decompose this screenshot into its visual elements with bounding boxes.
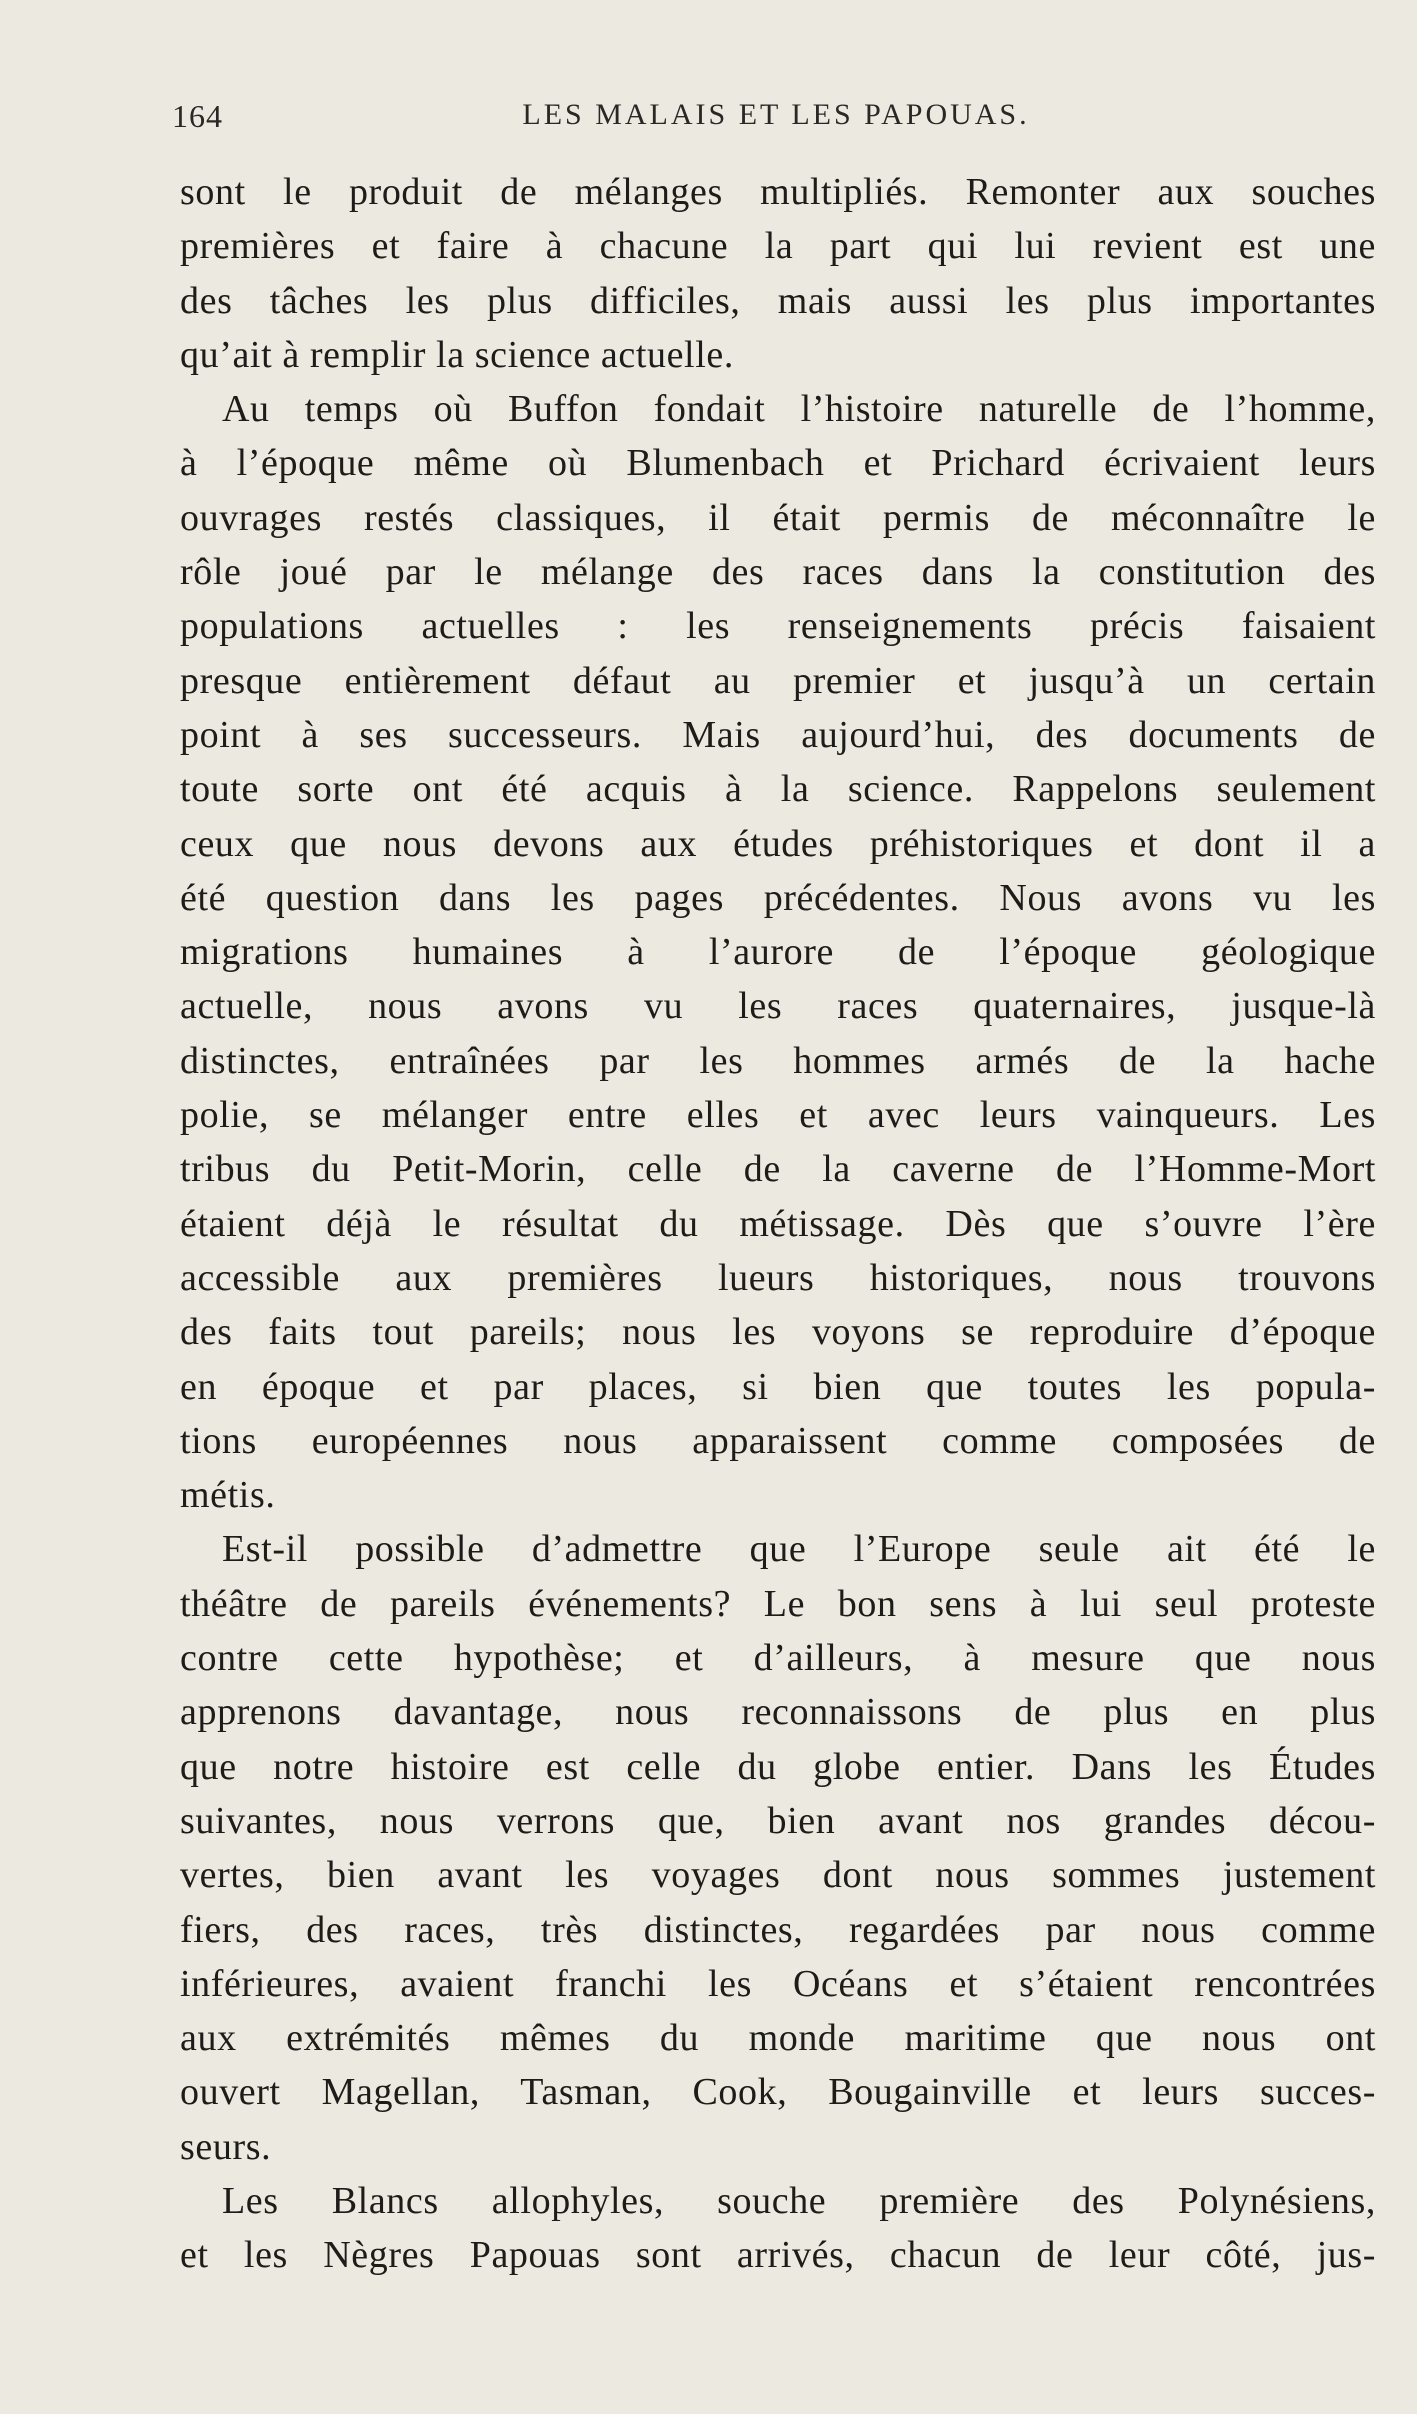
text-line: point à ses successeurs. Mais aujourd’hui, des documents de xyxy=(180,713,1376,756)
text-line: tions européennes nous apparaissent comme composées de xyxy=(180,1419,1376,1462)
text-line: seurs. xyxy=(180,2125,272,2168)
paragraph-2 xyxy=(180,382,1376,1522)
text-line: théâtre de pareils événements? Le bon sens à lui seul proteste xyxy=(180,1582,1376,1625)
text-line: presque entièrement défaut au premier et jusqu’à un certain xyxy=(180,659,1376,702)
text-line: toute sorte ont été acquis à la science. Rappelons seulement xyxy=(180,768,1376,811)
text-line: ouvert Magellan, Tasman, Cook, Bougainville et leurs succes- xyxy=(180,2071,1376,2114)
page-number: 164 xyxy=(172,98,223,134)
text-line: sont le produit de mélanges multipliés. Remonter aux souches xyxy=(180,171,1376,213)
text-line: suivantes, nous verrons que, bien avant nos grandes décou- xyxy=(180,1799,1376,1842)
text-line: Est-il possible d’admettre que l’Europe seule ait été le xyxy=(222,1528,1376,1571)
paragraph-1 xyxy=(180,165,1376,382)
text-line: inférieures, avaient franchi les Océans et s’étaient rencontrées xyxy=(180,1962,1376,2005)
text-line: que notre histoire est celle du globe entier. Dans les Études xyxy=(180,1745,1376,1788)
text-line: ceux que nous devons aux études préhistoriques et dont il a xyxy=(180,822,1376,865)
text-line: migrations humaines à l’aurore de l’époque géologique xyxy=(180,931,1376,974)
text-line: aux extrémités mêmes du monde maritime que nous ont xyxy=(180,2017,1376,2060)
paragraph-4 xyxy=(180,2174,1376,2283)
text-line: des faits tout pareils; nous les voyons se reproduire d’époque xyxy=(180,1311,1376,1354)
running-title: LES MALAIS ET LES PAPOUAS. xyxy=(522,98,1030,131)
text-line: distinctes, entraînées par les hommes armés de la hache xyxy=(180,1039,1376,1082)
page-header xyxy=(172,98,1380,138)
text-line: populations actuelles : les renseignements précis faisaient xyxy=(180,605,1376,648)
paragraph-3 xyxy=(180,1522,1376,2174)
text-line: étaient déjà le résultat du métissage. Dès que s’ouvre l’ère xyxy=(180,1202,1376,1245)
text-line: fiers, des races, très distinctes, regardées par nous comme xyxy=(180,1908,1376,1951)
text-line: été question dans les pages précédentes. Nous avons vu les xyxy=(180,876,1376,919)
text-line: apprenons davantage, nous reconnaissons de plus en plus xyxy=(180,1691,1376,1734)
text-line: en époque et par places, si bien que toutes les popula- xyxy=(180,1365,1376,1408)
text-line: qu’ait à remplir la science actuelle. xyxy=(180,333,734,376)
text-line: rôle joué par le mélange des races dans la constitution des xyxy=(180,551,1376,594)
text-line: premières et faire à chacune la part qui lui revient est une xyxy=(180,225,1376,268)
text-line: tribus du Petit-Morin, celle de la caverne de l’Homme-Mort xyxy=(180,1148,1376,1191)
text-line: des tâches les plus difficiles, mais aussi les plus importantes xyxy=(180,279,1376,322)
text-line: et les Nègres Papouas sont arrivés, chacun de leur côté, jus- xyxy=(180,2234,1376,2277)
text-line: accessible aux premières lueurs historiques, nous trouvons xyxy=(180,1256,1376,1299)
body-text xyxy=(180,165,1376,2283)
text-line: actuelle, nous avons vu les races quaternaires, jusque-là xyxy=(180,985,1376,1028)
text-line: vertes, bien avant les voyages dont nous sommes justement xyxy=(180,1854,1376,1897)
text-line: Les Blancs allophyles, souche première des Polynésiens, xyxy=(222,2179,1376,2222)
text-line: métis. xyxy=(180,1474,276,1517)
text-line: Au temps où Buffon fondait l’histoire naturelle de l’homme, xyxy=(222,388,1376,431)
text-line: polie, se mélanger entre elles et avec leurs vainqueurs. Les xyxy=(180,1094,1376,1137)
text-line: ouvrages restés classiques, il était permis de méconnaître le xyxy=(180,496,1376,539)
text-line: à l’époque même où Blumenbach et Prichard écrivaient leurs xyxy=(180,442,1376,485)
text-line: contre cette hypothèse; et d’ailleurs, à mesure que nous xyxy=(180,1637,1376,1680)
